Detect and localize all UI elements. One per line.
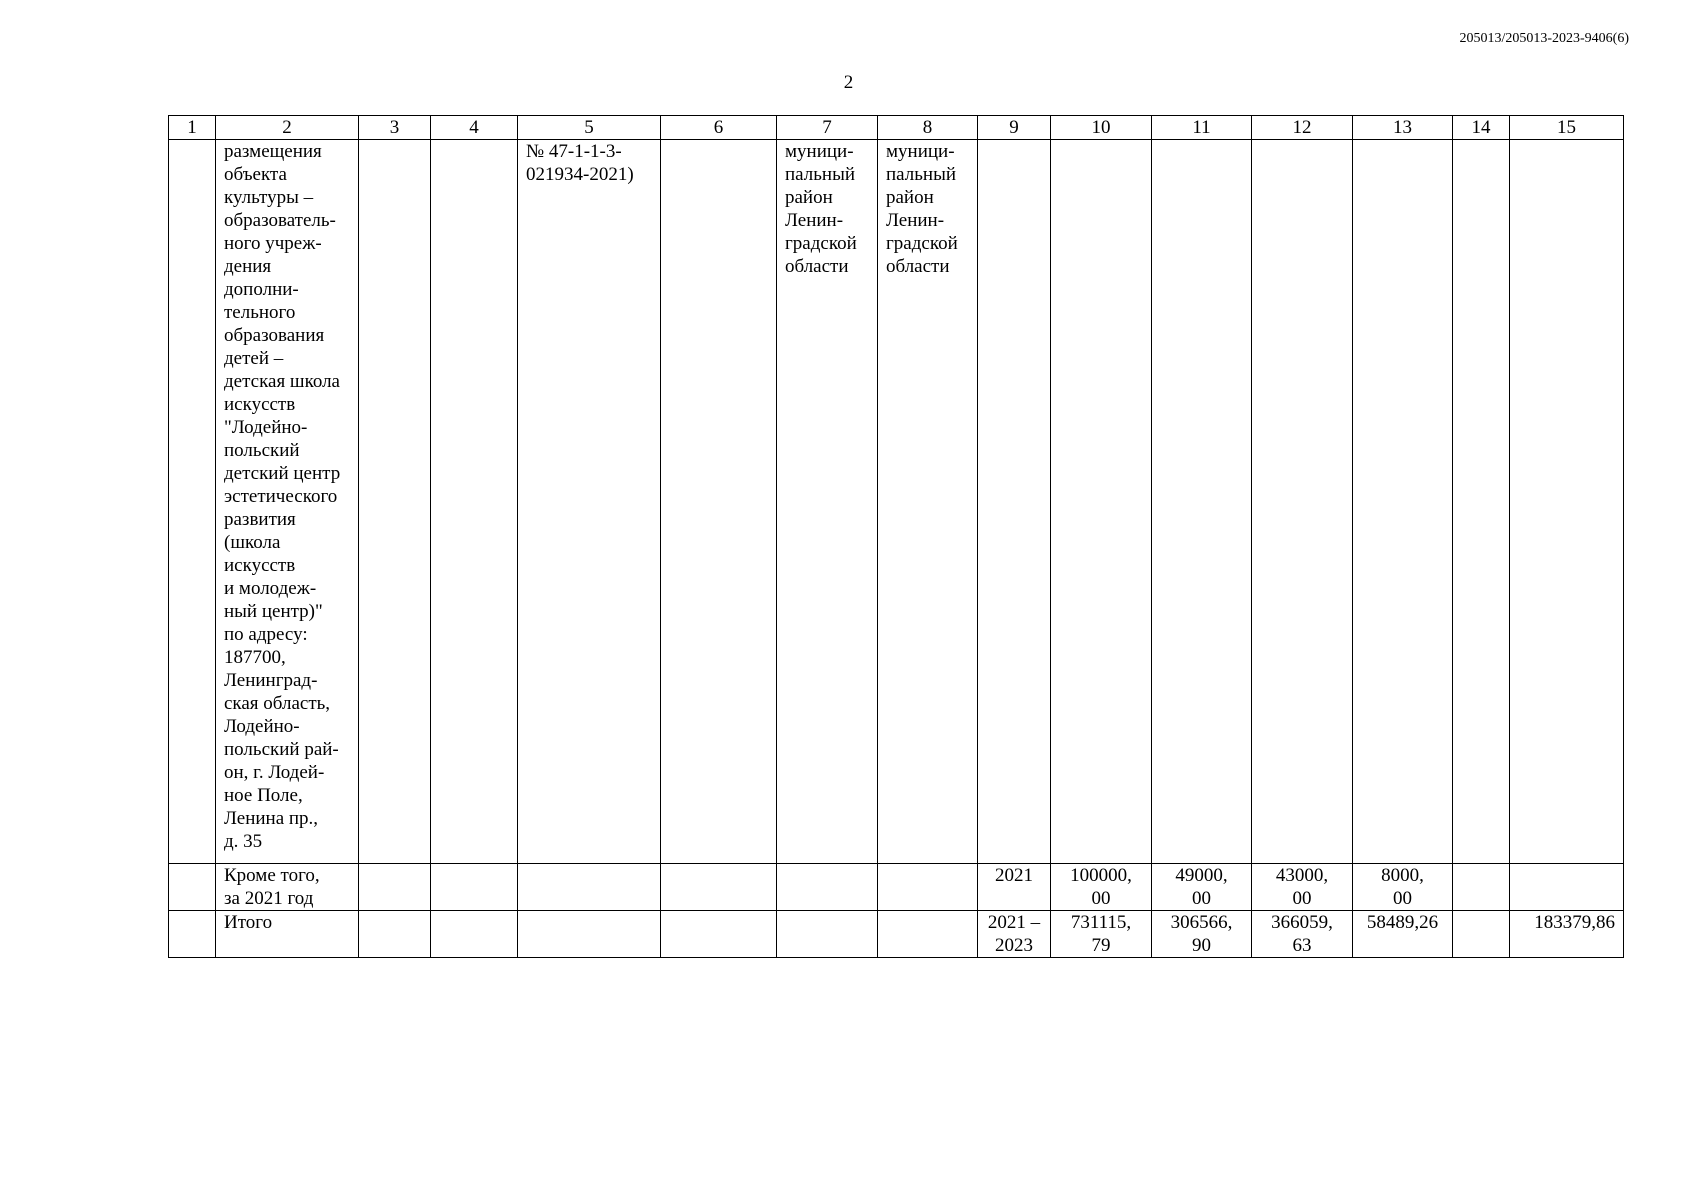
data-table <box>168 115 1624 958</box>
table-cell <box>169 864 216 911</box>
header-cell: 8 <box>878 116 978 140</box>
header-cell: 9 <box>978 116 1051 140</box>
header-cell: 4 <box>431 116 518 140</box>
table-cell <box>661 140 777 864</box>
table-cell <box>1510 140 1624 864</box>
page-number: 2 <box>843 72 854 93</box>
year-range-cell: 2021 – 2023 <box>978 911 1051 958</box>
amount-cell: 43000, 00 <box>1252 864 1353 911</box>
header-cell: 3 <box>359 116 431 140</box>
table-cell <box>1453 140 1510 864</box>
table-cell <box>431 140 518 864</box>
table-cell <box>1252 140 1353 864</box>
header-cell: 15 <box>1510 116 1624 140</box>
year-cell: 2021 <box>978 864 1051 911</box>
table-cell <box>359 140 431 864</box>
header-cell: 6 <box>661 116 777 140</box>
table-cell <box>878 864 978 911</box>
table-cell <box>878 911 978 958</box>
table-cell <box>518 864 661 911</box>
table-cell <box>978 140 1051 864</box>
amount-cell: 100000, 00 <box>1051 864 1152 911</box>
amount-cell: 58489,26 <box>1353 911 1453 958</box>
table-cell <box>431 911 518 958</box>
table-cell <box>359 864 431 911</box>
table-cell <box>431 864 518 911</box>
header-cell: 2 <box>216 116 359 140</box>
table-header-row <box>169 116 1624 140</box>
table-cell <box>1051 140 1152 864</box>
object-description-cell: размещения объекта культуры – образователь- ного учреж- дения дополни- тельного образования детей – детская школа искусств "Лодейно- польский детский центр эстетического развития (школа искусств и молодеж- ный центр)" по адресу: 187700, Ленинград- ская область, Лодейно- польский рай- он, г. Лодей- ное Поле, Ленина пр., д. 35 <box>216 140 359 864</box>
table-cell <box>518 911 661 958</box>
header-cell: 5 <box>518 116 661 140</box>
header-cell: 12 <box>1252 116 1353 140</box>
header-cell: 1 <box>169 116 216 140</box>
table-cell <box>661 864 777 911</box>
table-cell <box>661 911 777 958</box>
table-row-main <box>169 140 1624 864</box>
table-cell <box>1353 140 1453 864</box>
table-cell <box>777 911 878 958</box>
document-ref-cell: № 47-1-1-3- 021934-2021) <box>518 140 661 864</box>
municipality-cell: муници- пальный район Ленин- градской области <box>777 140 878 864</box>
document-number: 205013/205013-2023-9406(6) <box>1459 31 1629 46</box>
municipality-cell: муници- пальный район Ленин- градской области <box>878 140 978 864</box>
table-row-extra <box>169 864 1624 911</box>
table-cell <box>1453 911 1510 958</box>
amount-cell: 183379,86 <box>1510 911 1624 958</box>
header-cell: 11 <box>1152 116 1252 140</box>
row-label-cell: Кроме того, за 2021 год <box>216 864 359 911</box>
row-label-cell: Итого <box>216 911 359 958</box>
table-cell <box>169 911 216 958</box>
amount-cell: 306566, 90 <box>1152 911 1252 958</box>
table-cell <box>1152 140 1252 864</box>
header-cell: 13 <box>1353 116 1453 140</box>
table-cell <box>169 140 216 864</box>
header-cell: 14 <box>1453 116 1510 140</box>
table-row-total <box>169 911 1624 958</box>
table-cell <box>1510 864 1624 911</box>
header-cell: 7 <box>777 116 878 140</box>
amount-cell: 366059, 63 <box>1252 911 1353 958</box>
amount-cell: 49000, 00 <box>1152 864 1252 911</box>
header-cell: 10 <box>1051 116 1152 140</box>
table-cell <box>777 864 878 911</box>
table-cell <box>1453 864 1510 911</box>
amount-cell: 8000, 00 <box>1353 864 1453 911</box>
amount-cell: 731115, 79 <box>1051 911 1152 958</box>
table-cell <box>359 911 431 958</box>
